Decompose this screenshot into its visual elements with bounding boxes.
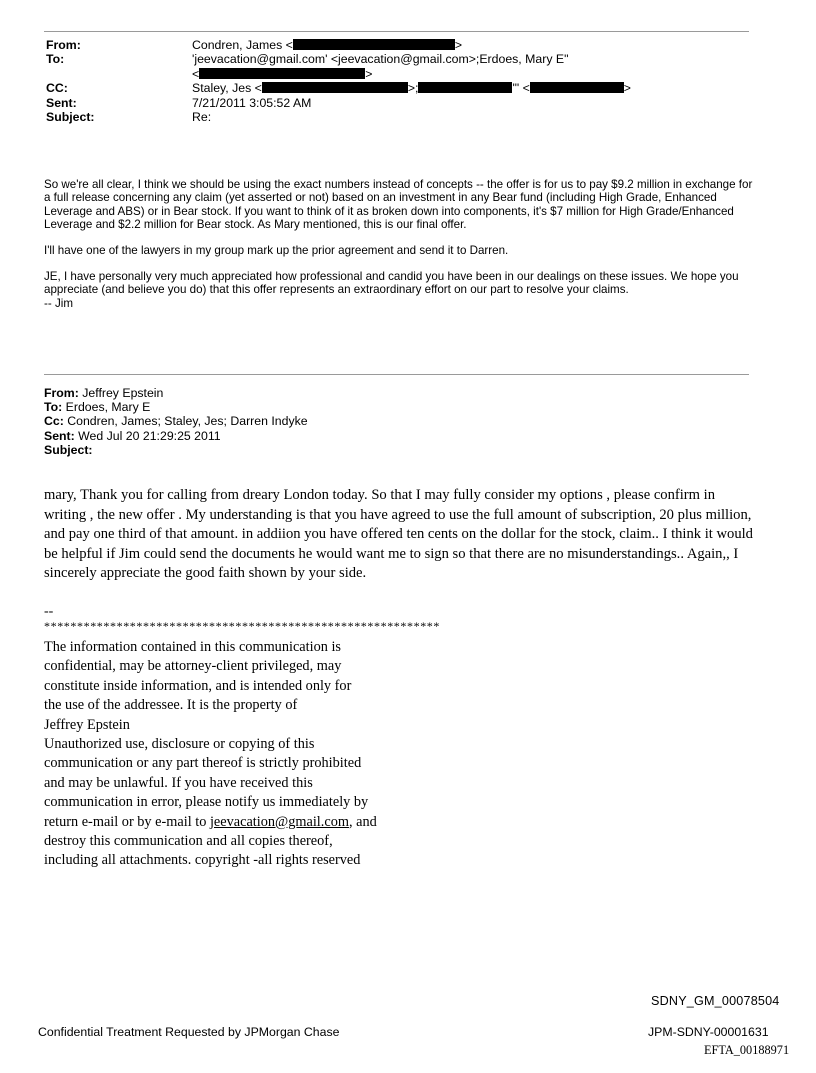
- disclaimer-line: Jeffrey Epstein: [44, 716, 130, 733]
- cc-row: [46, 81, 746, 95]
- disclaimer-text: , and: [348, 813, 377, 830]
- cc-name: Staley, Jes <: [192, 81, 262, 96]
- reply-paragraph: So we're all clear, I think we should be using the exact numbers instead of concepts -- the offer is for us to pay $9.2 million in exchange for a full release concerning any claim (yet asserted or not) based on an investment in any Bear fund (including High Grade, Enhanced Leverage and ABS) or in Bear stock. If you want to think of it as broken down into components, it's $7 million for High Grade/Enhanced Leverage and $2.2 million for Bear stock. As Mary mentioned, this is our final offer.: [44, 178, 753, 232]
- disclaimer-line: the use of the addressee. It is the property of: [44, 697, 298, 714]
- from-label: From:: [46, 38, 81, 52]
- orig-to-label: To:: [44, 400, 63, 415]
- orig-sent-row: [44, 429, 308, 443]
- original-header: [44, 386, 308, 457]
- orig-to-value: Erdoes, Mary E: [65, 400, 151, 415]
- orig-subject-row: [44, 443, 308, 457]
- to-value: 'jeevacation@gmail.com' <jeevacation@gmail.com>;Erdoes, Mary E": [192, 52, 569, 67]
- cc-value: [192, 81, 746, 95]
- orig-cc-row: [44, 414, 308, 428]
- reply-paragraph: I'll have one of the lawyers in my group mark up the prior agreement and send it to Darren.: [44, 244, 509, 258]
- orig-from-label: From:: [44, 386, 79, 400]
- redaction-block: [262, 82, 408, 93]
- email-link[interactable]: jeevacation@gmail.com: [209, 813, 349, 830]
- redaction-block: [418, 82, 512, 93]
- subject-value: Re:: [192, 110, 212, 125]
- cc-quote: '" <: [512, 81, 530, 96]
- signature-separator: [44, 602, 440, 636]
- reply-body: [44, 178, 756, 310]
- disclaimer-line: [44, 813, 424, 832]
- orig-cc-value: Condren, James; Staley, Jes; Darren Indyke: [67, 414, 308, 429]
- disclaimer-text: return e-mail or by e-mail to: [44, 813, 210, 830]
- from-row: [46, 38, 746, 52]
- reply-header: [46, 38, 746, 124]
- signature-dashes: --: [44, 604, 54, 619]
- bates-number-jpm: JPM-SDNY-00001631: [648, 1025, 769, 1039]
- subject-row: [46, 110, 746, 124]
- disclaimer-line: Unauthorized use, disclosure or copying of this: [44, 736, 315, 753]
- from-close: >: [454, 38, 463, 52]
- to-row-continued: [46, 67, 746, 81]
- to-label: To:: [46, 52, 65, 67]
- orig-sent-value: Wed Jul 20 21:29:25 2011: [78, 428, 221, 443]
- orig-cc-label: Cc:: [44, 414, 64, 429]
- orig-to-row: [44, 400, 308, 414]
- redaction-block: [530, 82, 624, 93]
- disclaimer-line: confidential, may be attorney-client privileged, may: [44, 658, 342, 675]
- disclaimer-line: communication or any part thereof is strictly prohibited: [44, 755, 362, 772]
- subject-label: Subject:: [46, 110, 95, 125]
- reply-paragraph-text: JE, I have personally very much appreciated how professional and candid you have been in our dealings on these issues. We hope you appreciate (and believe you do) that this offer represents an extraordinary effort on our part to resolve your claims.: [44, 270, 739, 297]
- cc-label: CC:: [46, 81, 68, 96]
- disclaimer-line: destroy this communication and all copies thereof,: [44, 833, 333, 850]
- disclaimer: [44, 638, 424, 871]
- from-value: [192, 38, 746, 52]
- orig-sent-label: Sent:: [44, 428, 75, 443]
- redaction-block: [293, 39, 455, 50]
- signature-stars: ************************************************************: [44, 619, 440, 633]
- original-message-body: mary, Thank you for calling from dreary London today. So that I may fully consider my options , please confirm in writing , the new offer . My understanding is that you have agreed to use the full amount of subscription, 20 plus million, and pay one third of that amount. in addiion you have offered ten cents on the dollar for the stock, claim.. I think it would be helpful if Jim could send the documents he would want me to sign so that there are no misunderstandings.. Again,, I sincerely appreciate the good faith shown by your side.: [44, 487, 753, 581]
- disclaimer-line: including all attachments. copyright -all rights reserved: [44, 852, 361, 869]
- cc-sep: >;: [407, 81, 419, 96]
- to-close: >: [365, 66, 373, 81]
- orig-from-value: Jeffrey Epstein: [82, 386, 164, 400]
- sent-label: Sent:: [46, 95, 77, 110]
- from-name: Condren, James <: [192, 38, 293, 52]
- disclaimer-line: constitute inside information, and is intended only for: [44, 677, 352, 694]
- reply-signoff: -- Jim: [44, 296, 73, 310]
- sent-value: 7/21/2011 3:05:52 AM: [192, 95, 312, 110]
- separator-rule: [44, 374, 749, 375]
- to-open: <: [192, 66, 200, 81]
- to-value-2: [192, 67, 746, 81]
- orig-subject-label: Subject:: [44, 442, 93, 457]
- disclaimer-line: The information contained in this communication is: [44, 639, 341, 655]
- disclaimer-line: communication in error, please notify us immediately by: [44, 794, 369, 811]
- cc-close: >: [623, 81, 631, 96]
- to-row: [46, 52, 746, 66]
- reply-paragraph: [44, 270, 756, 310]
- efta-number: EFTA_00188971: [704, 1043, 790, 1057]
- redaction-block: [199, 68, 365, 79]
- sent-row: [46, 96, 746, 110]
- orig-from-row: [44, 386, 308, 400]
- disclaimer-line: and may be unlawful. If you have received this: [44, 774, 313, 791]
- bates-number-gm: SDNY_GM_00078504: [651, 994, 780, 1008]
- top-rule: [44, 31, 749, 32]
- confidential-footer: Confidential Treatment Requested by JPMorgan Chase: [38, 1025, 340, 1039]
